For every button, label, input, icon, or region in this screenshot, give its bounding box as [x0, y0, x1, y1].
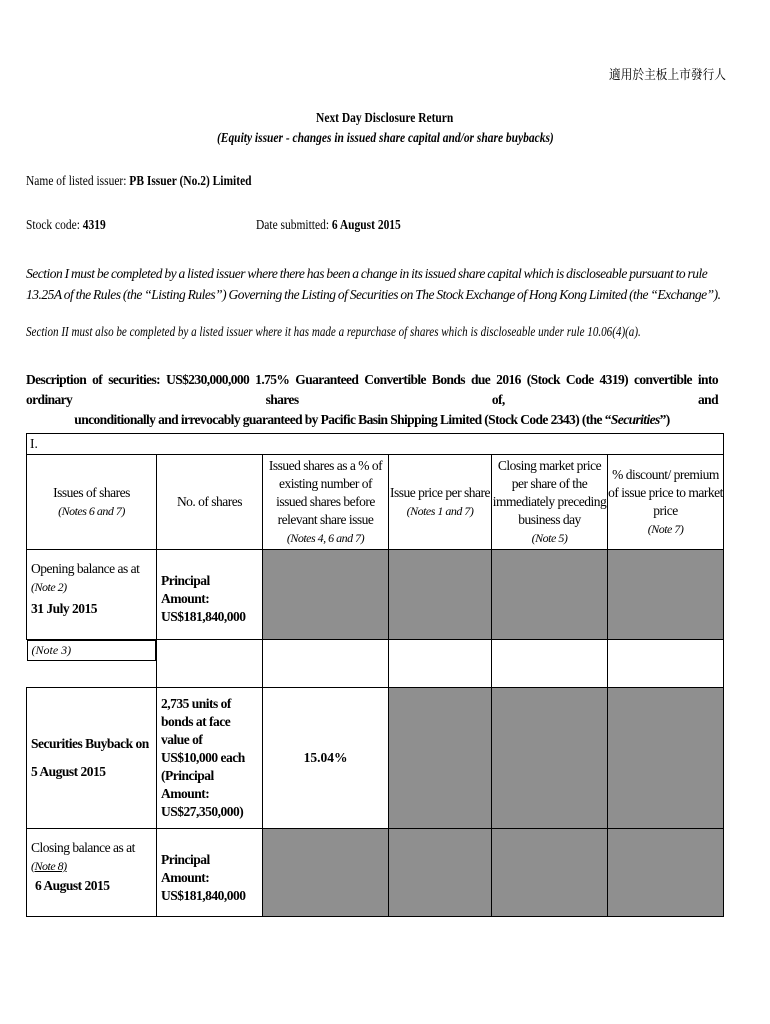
buyback-cell: Securities Buyback on 5 August 2015 [27, 688, 157, 829]
issuer-label: Name of listed issuer: [26, 174, 130, 189]
date-label: Date submitted: [256, 218, 332, 233]
date-submitted-line [256, 218, 401, 234]
date-value: 6 August 2015 [331, 218, 401, 233]
header-number-of-shares: No. of shares [157, 455, 263, 550]
shaded-cell [608, 829, 724, 917]
shaded-cell [389, 829, 492, 917]
share-changes-table [26, 433, 724, 917]
note-3-cell: (Note 3) [27, 640, 157, 661]
empty-cell [492, 640, 608, 688]
shaded-cell [389, 550, 492, 640]
shaded-cell [608, 550, 724, 640]
shaded-cell [389, 688, 492, 829]
header-issued-percent: Issued shares as a % of existing number of issued shares before relevant share issue (Notes 4, 6 and 7) [263, 455, 389, 550]
board-applicability-note: 適用於主板上市發行人 [608, 68, 726, 83]
closing-balance-cell: Closing balance as at (Note 8) 6 August 2015 [27, 829, 157, 917]
opening-balance-cell: Opening balance as at (Note 2) 31 July 2015 [27, 550, 157, 640]
shaded-cell [263, 829, 389, 917]
issuer-name-line [26, 174, 252, 190]
empty-cell [608, 640, 724, 688]
securities-description [26, 370, 718, 430]
header-closing-price: Closing market price per share of the immediately preceding business day (Note 5) [492, 455, 608, 550]
header-issues-of-shares: Issues of shares (Notes 6 and 7) [27, 455, 157, 550]
shaded-cell [492, 829, 608, 917]
shaded-cell [263, 550, 389, 640]
issuer-value: PB Issuer (No.2) Limited [129, 174, 252, 189]
shaded-cell [492, 688, 608, 829]
section-label: I. [27, 434, 724, 455]
stock-code-line [26, 218, 106, 234]
header-discount-premium: % discount/ premium of issue price to market price (Note 7) [608, 455, 724, 550]
page-title: Next Day Disclosure Return [316, 111, 454, 126]
section-two-instructions: Section II must also be completed by a listed issuer where it has made a repurchase of shares which is discloseable under rule 10.06(4)(a). [26, 324, 641, 339]
opening-amount-cell: Principal Amount: US$181,840,000 [157, 550, 263, 640]
closing-amount-cell: Principal Amount: US$181,840,000 [157, 829, 263, 917]
buyback-percent-cell: 15.04% [263, 688, 389, 829]
stock-code-label: Stock code: [26, 218, 83, 233]
description-line-1: Description of securities: US$230,000,000 1.75% Guaranteed Convertible Bonds due 2016 (Stock Code 4319) convertible into ordinary shares of, and [26, 372, 718, 407]
stock-code-value: 4319 [82, 218, 106, 233]
shaded-cell [608, 688, 724, 829]
empty-cell [263, 640, 389, 688]
section-one-instructions: Section I must be completed by a listed issuer where there has been a change in its issued share capital which is discloseable pursuant to rule 13.25A of the Rules (the “Listing Rules”) Governing the Listing of Securities on The Stock Exchange of Hong Kong Limited (the “Exchange”). [26, 266, 721, 302]
page-subtitle: (Equity issuer - changes in issued share capital and/or share buybacks) [216, 131, 554, 146]
header-issue-price: Issue price per share (Notes 1 and 7) [389, 455, 492, 550]
buyback-units-cell: 2,735 units of bonds at face value of US$10,000 each (Principal Amount: US$27,350,000) [157, 688, 263, 829]
empty-cell [389, 640, 492, 688]
description-line-2: unconditionally and irrevocably guaranteed by Pacific Basin Shipping Limited (Stock Code 2343) (the “Securities”) [74, 412, 670, 427]
empty-cell [157, 640, 263, 688]
shaded-cell [492, 550, 608, 640]
